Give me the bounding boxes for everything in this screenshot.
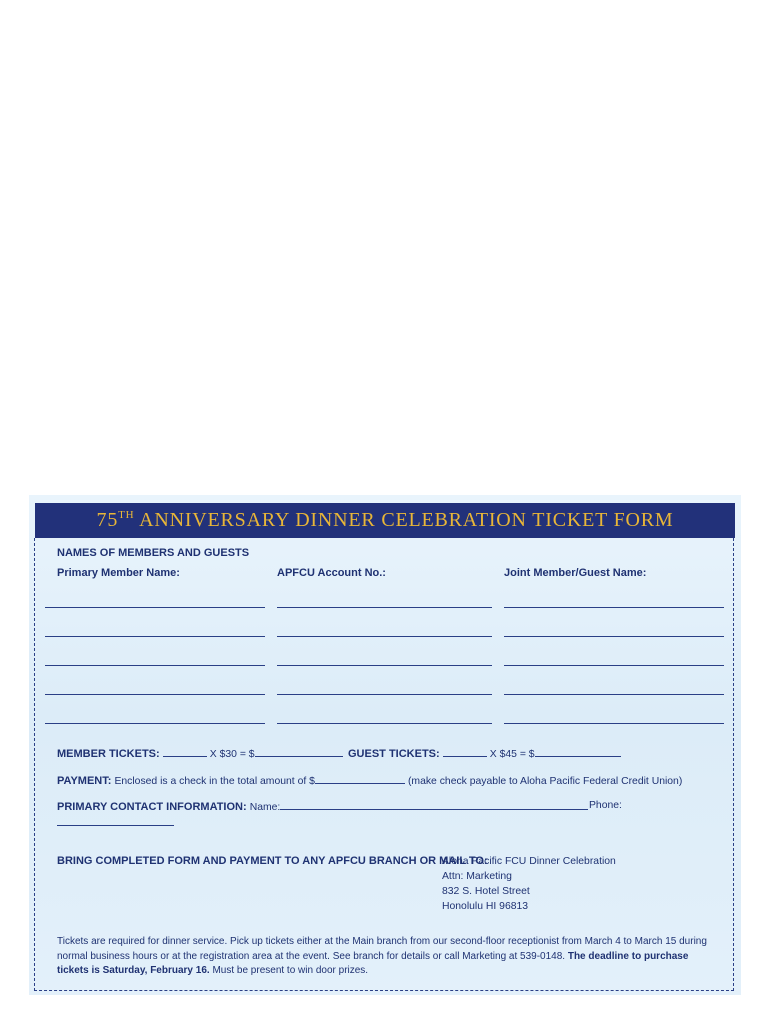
names-heading: NAMES OF MEMBERS AND GUESTS	[57, 547, 250, 559]
guest-tickets-price: X $45 = $	[489, 749, 535, 760]
payment-row	[57, 773, 682, 788]
ticket-form-border	[34, 538, 734, 991]
member-tickets-price: X $30 = $	[209, 749, 255, 760]
primary-member-field-3[interactable]	[45, 665, 265, 666]
form-title-bar	[35, 503, 735, 538]
account-field-5[interactable]	[277, 723, 492, 724]
account-field-1[interactable]	[277, 607, 492, 608]
member-tickets-total-field[interactable]	[255, 746, 343, 757]
contact-phone-label: Phone:	[589, 800, 622, 811]
mail-instructions: BRING COMPLETED FORM AND PAYMENT TO ANY APFCU BRANCH OR MAIL TO:	[57, 855, 488, 867]
guest-tickets-label: GUEST TICKETS:	[348, 748, 440, 760]
joint-member-field-2[interactable]	[504, 636, 724, 637]
payment-note: (make check payable to Aloha Pacific Federal Credit Union)	[407, 776, 683, 787]
footer-text: Tickets are required for dinner service. Pick up tickets either at the Main branch from our second-floor receptionist from March 4 to March 15 during normal business hours or at the registration area at the event. See branch for details or call Marketing at 539-0148.	[57, 936, 707, 962]
col-joint-member-label: Joint Member/Guest Name:	[504, 567, 647, 579]
payment-text: Enclosed is a check in the total amount of $	[114, 776, 315, 787]
joint-member-field-5[interactable]	[504, 723, 724, 724]
account-field-3[interactable]	[277, 665, 492, 666]
account-field-2[interactable]	[277, 636, 492, 637]
guest-tickets-qty-field[interactable]	[443, 746, 487, 757]
address-line-2: Attn: Marketing	[442, 871, 512, 882]
form-title: 75TH ANNIVERSARY DINNER CELEBRATION TICKET FORM	[96, 509, 674, 531]
member-tickets-label: MEMBER TICKETS:	[57, 748, 160, 760]
payment-amount-field[interactable]	[315, 773, 405, 784]
address-line-3: 832 S. Hotel Street	[442, 886, 530, 897]
col-primary-member-label: Primary Member Name:	[57, 567, 180, 579]
footer-door-prizes: Must be present to win door prizes.	[212, 965, 369, 976]
primary-member-field-2[interactable]	[45, 636, 265, 637]
joint-member-field-1[interactable]	[504, 607, 724, 608]
member-tickets-qty-field[interactable]	[163, 746, 207, 757]
contact-phone-field[interactable]	[57, 825, 174, 826]
joint-member-field-3[interactable]	[504, 665, 724, 666]
col-account-label: APFCU Account No.:	[277, 567, 386, 579]
contact-row	[57, 799, 588, 814]
account-field-4[interactable]	[277, 694, 492, 695]
primary-member-field-1[interactable]	[45, 607, 265, 608]
contact-name-field[interactable]	[280, 799, 588, 810]
payment-label: PAYMENT:	[57, 775, 112, 787]
address-line-4: Honolulu HI 96813	[442, 901, 529, 912]
guest-tickets-total-field[interactable]	[535, 746, 621, 757]
contact-label: PRIMARY CONTACT INFORMATION:	[57, 801, 247, 813]
guest-tickets-row	[348, 746, 621, 761]
footer-notice	[57, 935, 717, 979]
primary-member-field-4[interactable]	[45, 694, 265, 695]
address-line-1: Aloha Pacific FCU Dinner Celebration	[442, 856, 616, 867]
contact-name-label: Name:	[249, 802, 281, 813]
footer-deadline: The deadline to purchase tickets is Saturday, February 16.	[57, 950, 689, 976]
member-tickets-row	[57, 746, 343, 761]
primary-member-field-5[interactable]	[45, 723, 265, 724]
joint-member-field-4[interactable]	[504, 694, 724, 695]
